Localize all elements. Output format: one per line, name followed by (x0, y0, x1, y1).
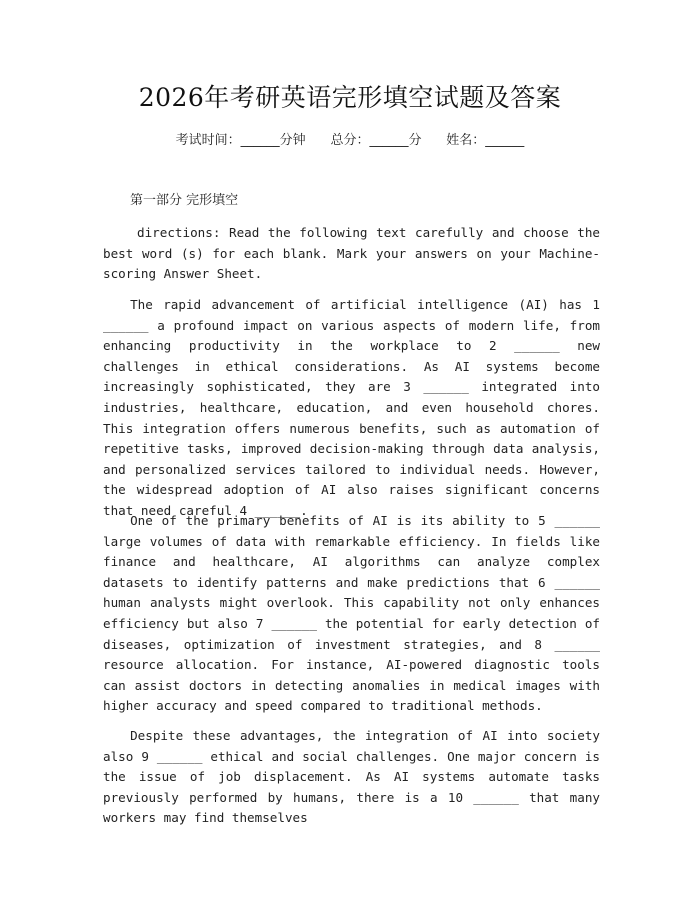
name-field: 姓名：______ (446, 133, 525, 148)
passage-paragraph-3 (103, 726, 600, 829)
directions-text: directions: Read the following text carefully and choose the best word (s) for each blank. Mark your answers on your Machine-scoring Answer Sheet. (103, 225, 600, 282)
total-score-field: 总分：______分 (330, 133, 422, 148)
exam-info-line (0, 131, 700, 151)
passage-paragraph-1 (103, 295, 600, 522)
passage-paragraph-2 (103, 511, 600, 717)
paragraph-text: The rapid advancement of artificial intelligence (AI) has 1 ______ a profound impact on various aspects of modern life, from enhancing productivity in the workplace to 2 ______ new challenges in ethical considerations. As AI systems become increasingly sophisticated, they are 3 ______ integrated into industries, healthcare, education, and even household chores. This integration offers numerous benefits, such as automation of repetitive tasks, improved decision-making through data analysis, and personalized services tailored to individual needs. However, the widespread adoption of AI also raises significant concerns that need careful 4 ______. (103, 297, 600, 518)
document-title: 2026年考研英语完形填空试题及答案 (138, 83, 562, 112)
paragraph-text: Despite these advantages, the integration of AI into society also 9 ______ ethical and social challenges. One major concern is the issue of job displacement. As AI systems automate tasks previously performed by humans, there is a 10 ______ that many workers may find themselves (103, 728, 600, 826)
directions-paragraph (103, 223, 600, 285)
paragraph-text: One of the primary benefits of AI is its ability to 5 ______ large volumes of data with remarkable efficiency. In fields like finance and healthcare, AI algorithms can analyze complex datasets to identify patterns and make predictions that 6 ______ human analysts might overlook. This capability not only enhances efficiency but also 7 ______ the potential for early detection of diseases, optimization of investment strategies, and 8 ______ resource allocation. For instance, AI-powered diagnostic tools can assist doctors in detecting anomalies in medical images with higher accuracy and speed compared to traditional methods. (103, 513, 600, 714)
exam-time-field: 考试时间：______分钟 (175, 133, 306, 148)
section-heading: 第一部分 完形填空 (130, 193, 239, 208)
